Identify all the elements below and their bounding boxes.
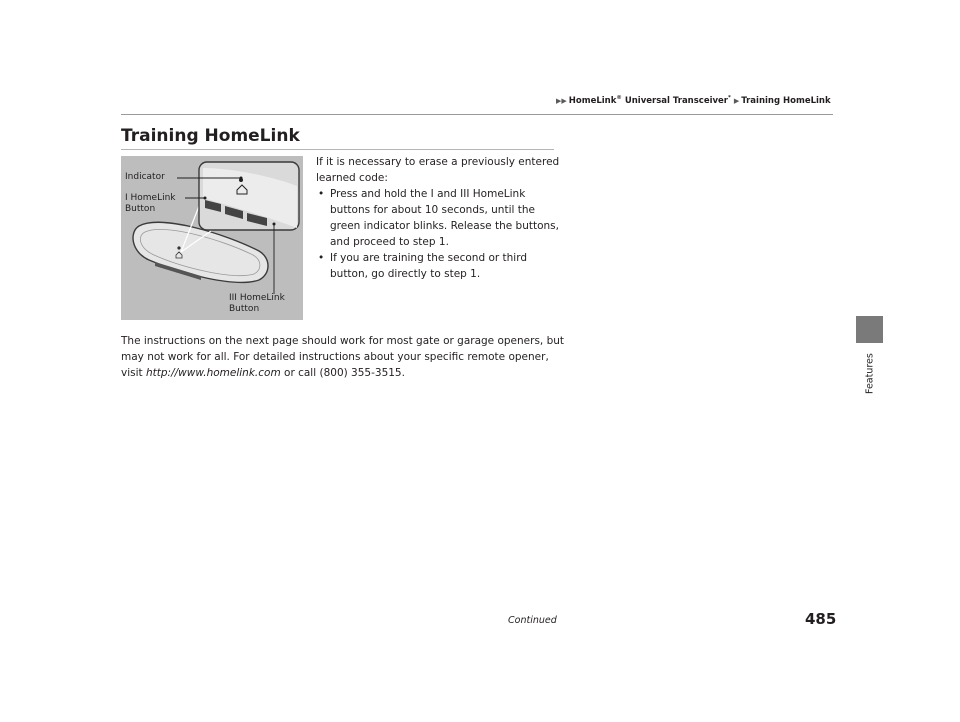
list-item-line: buttons for about 10 seconds, until the — [330, 204, 535, 216]
intro-line1: If it is necessary to erase a previously entered — [316, 156, 560, 168]
instructions-line2: may not work for all. For detailed instructions about your specific remote opener, — [121, 351, 549, 363]
callout-button-one-line1: I HomeLink — [125, 193, 176, 203]
instructions-line3-suffix: or call (800) 355-3515. — [280, 367, 405, 379]
optional-feature-star: * — [728, 95, 731, 101]
erase-code-instructions — [316, 154, 561, 282]
chapter-label: Features — [864, 353, 876, 395]
header-divider — [121, 114, 833, 115]
erase-steps-list — [316, 186, 561, 282]
breadcrumb-arrow-icon: ▶▶ — [556, 96, 567, 105]
homelink-url-link[interactable]: http://www.homelink.com — [145, 367, 281, 379]
breadcrumb-subsection[interactable]: Training HomeLink — [741, 95, 831, 106]
callout-button-one — [125, 193, 176, 214]
page-title: Training HomeLink — [121, 126, 300, 146]
callout-indicator: Indicator — [125, 172, 165, 182]
instructions-line3 — [121, 365, 571, 381]
list-item-line: green indicator blinks. Release the buttons, — [330, 220, 559, 232]
intro-line2: learned code: — [316, 172, 388, 184]
list-item-line: • Press and hold the I and III HomeLink — [330, 188, 526, 200]
list-item-line: and proceed to step 1. — [330, 236, 449, 248]
list-item — [316, 250, 561, 282]
instructions-line1: The instructions on the next page should work for most gate or garage openers, but — [121, 335, 565, 347]
mirror-illustration — [121, 156, 303, 320]
chapter-tab[interactable] — [856, 316, 883, 343]
list-item-line: button, go directly to step 1. — [330, 268, 481, 280]
callout-button-three-line1: III HomeLink — [229, 293, 285, 303]
breadcrumb-section[interactable]: HomeLink — [568, 95, 617, 106]
list-item-line: • If you are training the second or third — [330, 252, 528, 264]
breadcrumb-arrow-icon: ▶ — [733, 96, 740, 105]
callout-button-three — [229, 293, 285, 314]
instructions-line3-prefix: visit — [121, 367, 146, 379]
breadcrumb — [556, 95, 831, 106]
list-item — [316, 186, 561, 250]
callout-button-one-line2: Button — [125, 203, 156, 214]
callout-button-three-line2: Button — [229, 303, 260, 314]
title-divider — [121, 149, 554, 150]
page-number: 485 — [805, 610, 837, 628]
breadcrumb-section-rest[interactable]: Universal Transceiver — [621, 95, 728, 106]
continued-label: Continued — [508, 615, 557, 626]
general-instructions — [121, 333, 571, 381]
registered-mark: ® — [616, 95, 622, 101]
